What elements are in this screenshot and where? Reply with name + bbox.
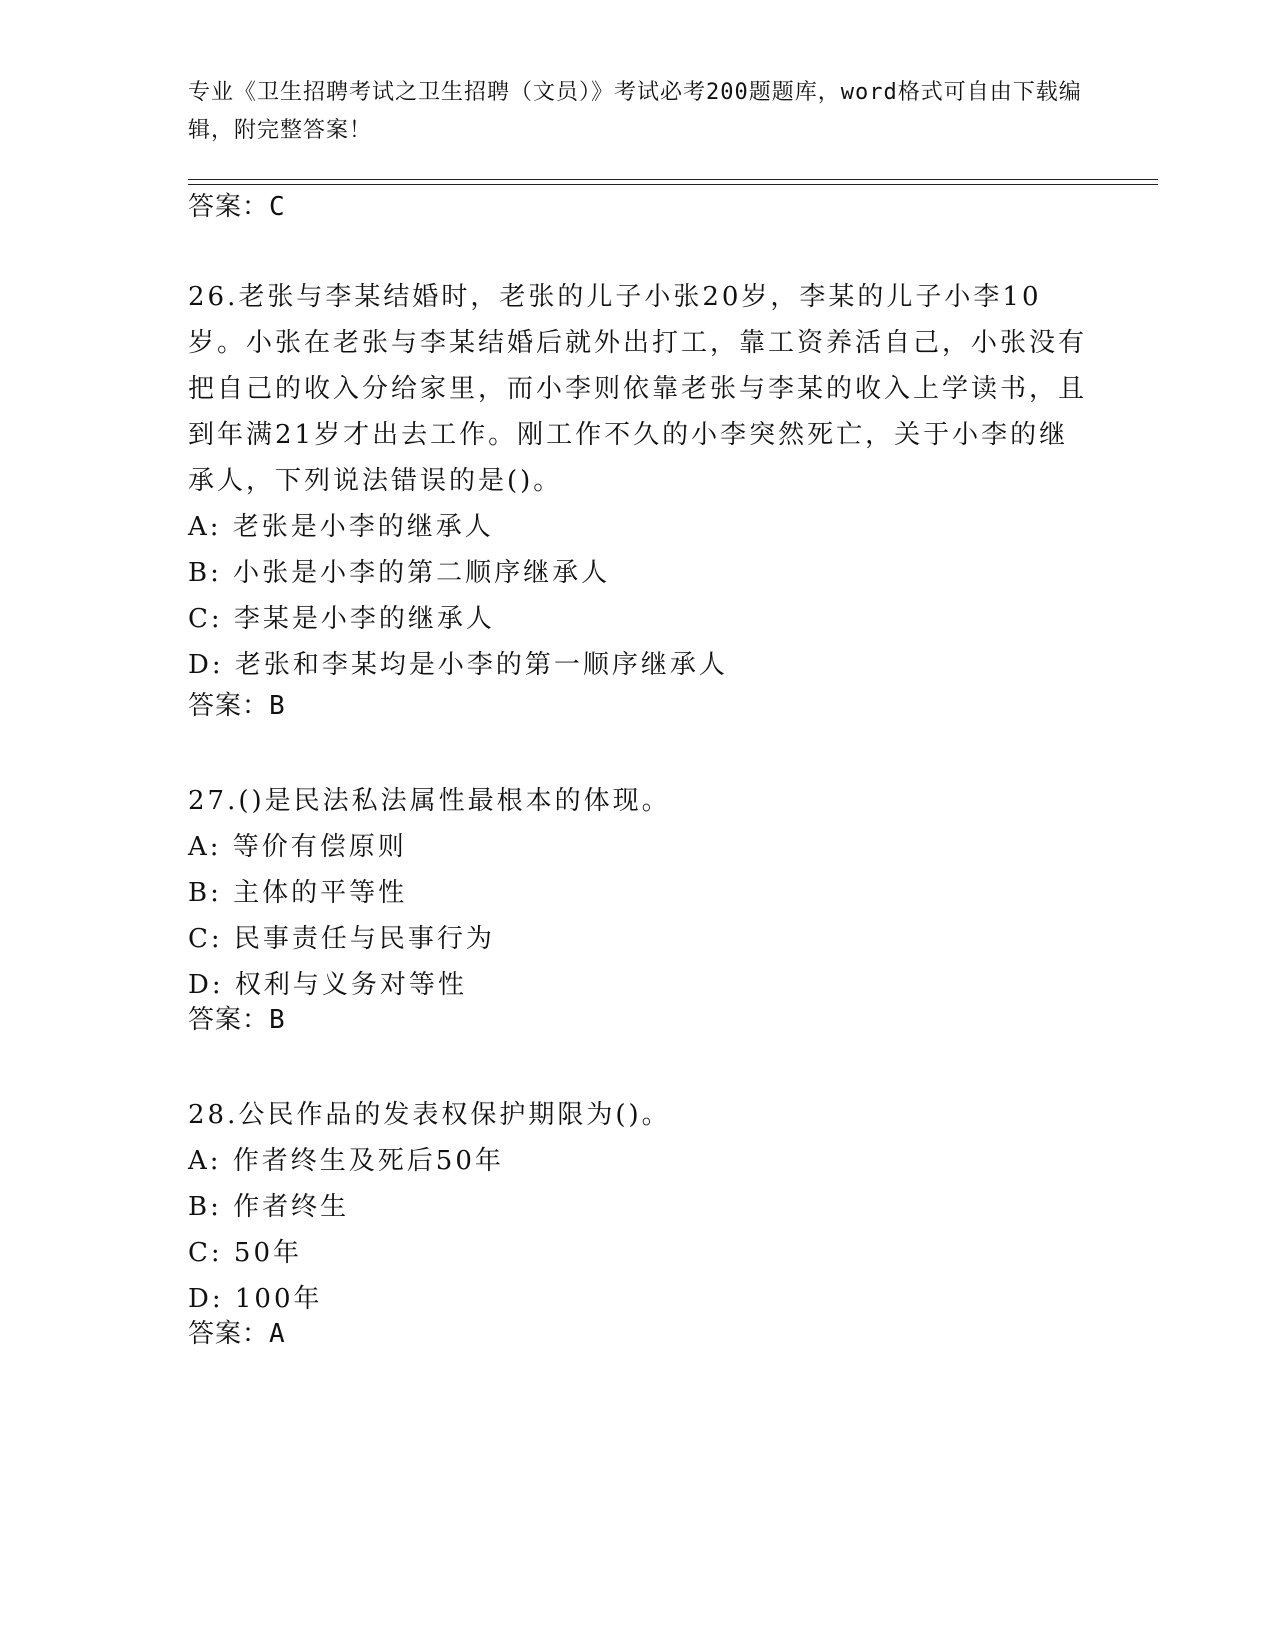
option-a: A: 等价有偿原则 xyxy=(188,832,407,862)
answer-line-27 xyxy=(188,1003,286,1037)
answer-line-28 xyxy=(188,1317,286,1351)
answer-label: 答案： xyxy=(188,1319,270,1349)
question-27 xyxy=(188,778,1088,1008)
answer-value: C xyxy=(269,192,286,222)
question-28 xyxy=(188,1092,1088,1322)
option-c: C: 李某是小李的继承人 xyxy=(188,604,495,634)
option-d: D: 100年 xyxy=(188,1284,323,1314)
question-stem: 28.公民作品的发表权保护期限为()。 xyxy=(188,1100,671,1130)
option-b: B: 小张是小李的第二顺序继承人 xyxy=(188,558,611,588)
answer-line-26 xyxy=(188,689,286,723)
answer-value: B xyxy=(269,691,286,721)
question-stem: 26.老张与李某结婚时，老张的儿子小张20岁，李某的儿子小李10岁。小张在老张与李某结婚后就外出打工，靠工资养活自己，小张没有把自己的收入分给家里，而小李则依靠老张与李某的收入上学读书，且到年满21岁才出去工作。刚工作不久的小李突然死亡，关于小李的继承人，下列说法错误的是()。 xyxy=(188,282,1088,496)
header-divider-top xyxy=(188,179,1158,180)
option-b: B: 主体的平等性 xyxy=(188,878,408,908)
option-a: A: 老张是小李的继承人 xyxy=(188,512,494,542)
document-header: 专业《卫生招聘考试之卫生招聘（文员）》考试必考200题题库，word格式可自由下载编辑，附完整答案！ xyxy=(188,80,1082,143)
question-stem: 27.()是民法私法属性最根本的体现。 xyxy=(188,786,671,816)
answer-label: 答案： xyxy=(188,691,270,721)
option-a: A: 作者终生及死后50年 xyxy=(188,1146,504,1176)
answer-line-25 xyxy=(188,190,286,224)
option-d: D: 权利与义务对等性 xyxy=(188,970,467,1000)
option-c: C: 民事责任与民事行为 xyxy=(188,924,495,954)
answer-value: A xyxy=(269,1319,286,1349)
option-c: C: 50年 xyxy=(188,1238,303,1268)
answer-value: B xyxy=(269,1005,286,1035)
option-b: B: 作者终生 xyxy=(188,1192,350,1222)
answer-label: 答案： xyxy=(188,1005,270,1035)
option-d: D: 老张和李某均是小李的第一顺序继承人 xyxy=(188,650,728,680)
answer-label: 答案： xyxy=(188,192,270,222)
question-26 xyxy=(188,274,1088,688)
header-divider-bottom xyxy=(188,184,1158,185)
